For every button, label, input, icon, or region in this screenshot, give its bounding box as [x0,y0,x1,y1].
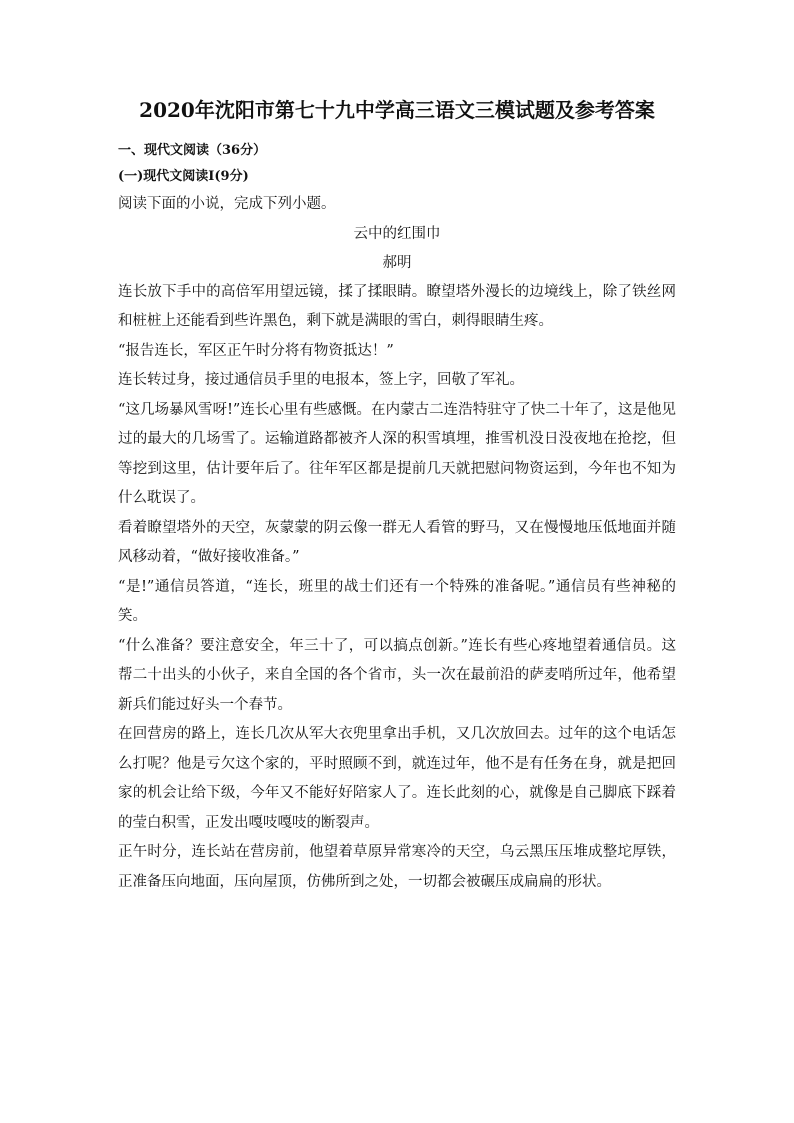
section-heading: 一、现代文阅读（36分） [118,143,267,158]
paragraph-6: “是!”通信员答道，“连长，班里的战士们还有一个特殊的准备呢。”通信员有些神秘的笑。 [118,578,676,624]
story-title: 云中的红围巾 [353,225,441,242]
paragraph-2: “报告连长，军区正午时分将有物资抵达！” [118,342,394,359]
paragraph-5: 看着瞭望塔外的天空，灰蒙蒙的阴云像一群无人看管的野马，又在慢慢地压低地面并随风移动着，“做好接收准备。” [118,519,676,565]
document-title: 2020年沈阳市第七十九中学高三语文三模试题及参考答案 [139,98,655,122]
paragraph-7: “什么准备？要注意安全，年三十了，可以搞点创新。”连长有些心疼地望着通信员。这帮二十出头的小伙子，来自全国的各个省市，头一次在最前沿的萨麦哨所过年，他希望新兵们能过好头一个春节。 [118,637,676,713]
instruction-text: 阅读下面的小说，完成下列小题。 [118,196,336,212]
subsection-heading: (一)现代文阅读Ⅰ(9分) [118,169,249,184]
paragraph-9: 正午时分，连长站在营房前，他望着草原异常寒冷的天空，乌云黑压压堆成整坨厚铁，正准备压向地面，压向屋顶，仿佛所到之处，一切都会被碾压成扁扁的形状。 [118,844,676,890]
paragraph-8: 在回营房的路上，连长几次从军大衣兜里拿出手机，又几次放回去。过年的这个电话怎么打呢？他是亏欠这个家的，平时照顾不到，就连过年，他不是有任务在身，就是把回家的机会让给下级，今年又不能好好陪家人了。连长此刻的心，就像是自己脚底下踩着的莹白积雪，正发出嘎吱嘎吱的断裂声。 [118,726,676,831]
paragraph-3: 连长转过身，接过通信员手里的电报本，签上字，回敬了军礼。 [118,372,524,388]
story-author: 郝明 [382,254,412,271]
paragraph-4: “这几场暴风雪呀!”连长心里有些感慨。在内蒙古二连浩特驻守了快二十年了，这是他见过的最大的几场雪了。运输道路都被齐人深的积雪填埋，推雪机没日没夜地在抢挖，但等挖到这里，估计要年后了。往年军区都是提前几天就把慰问物资运到，今年也不知为什么耽误了。 [118,401,676,506]
paragraph-1: 连长放下手中的高倍军用望远镜，揉了揉眼睛。瞭望塔外漫长的边境线上，除了铁丝网和桩桩上还能看到些许黑色，剩下就是满眼的雪白，刺得眼睛生疼。 [118,283,676,329]
